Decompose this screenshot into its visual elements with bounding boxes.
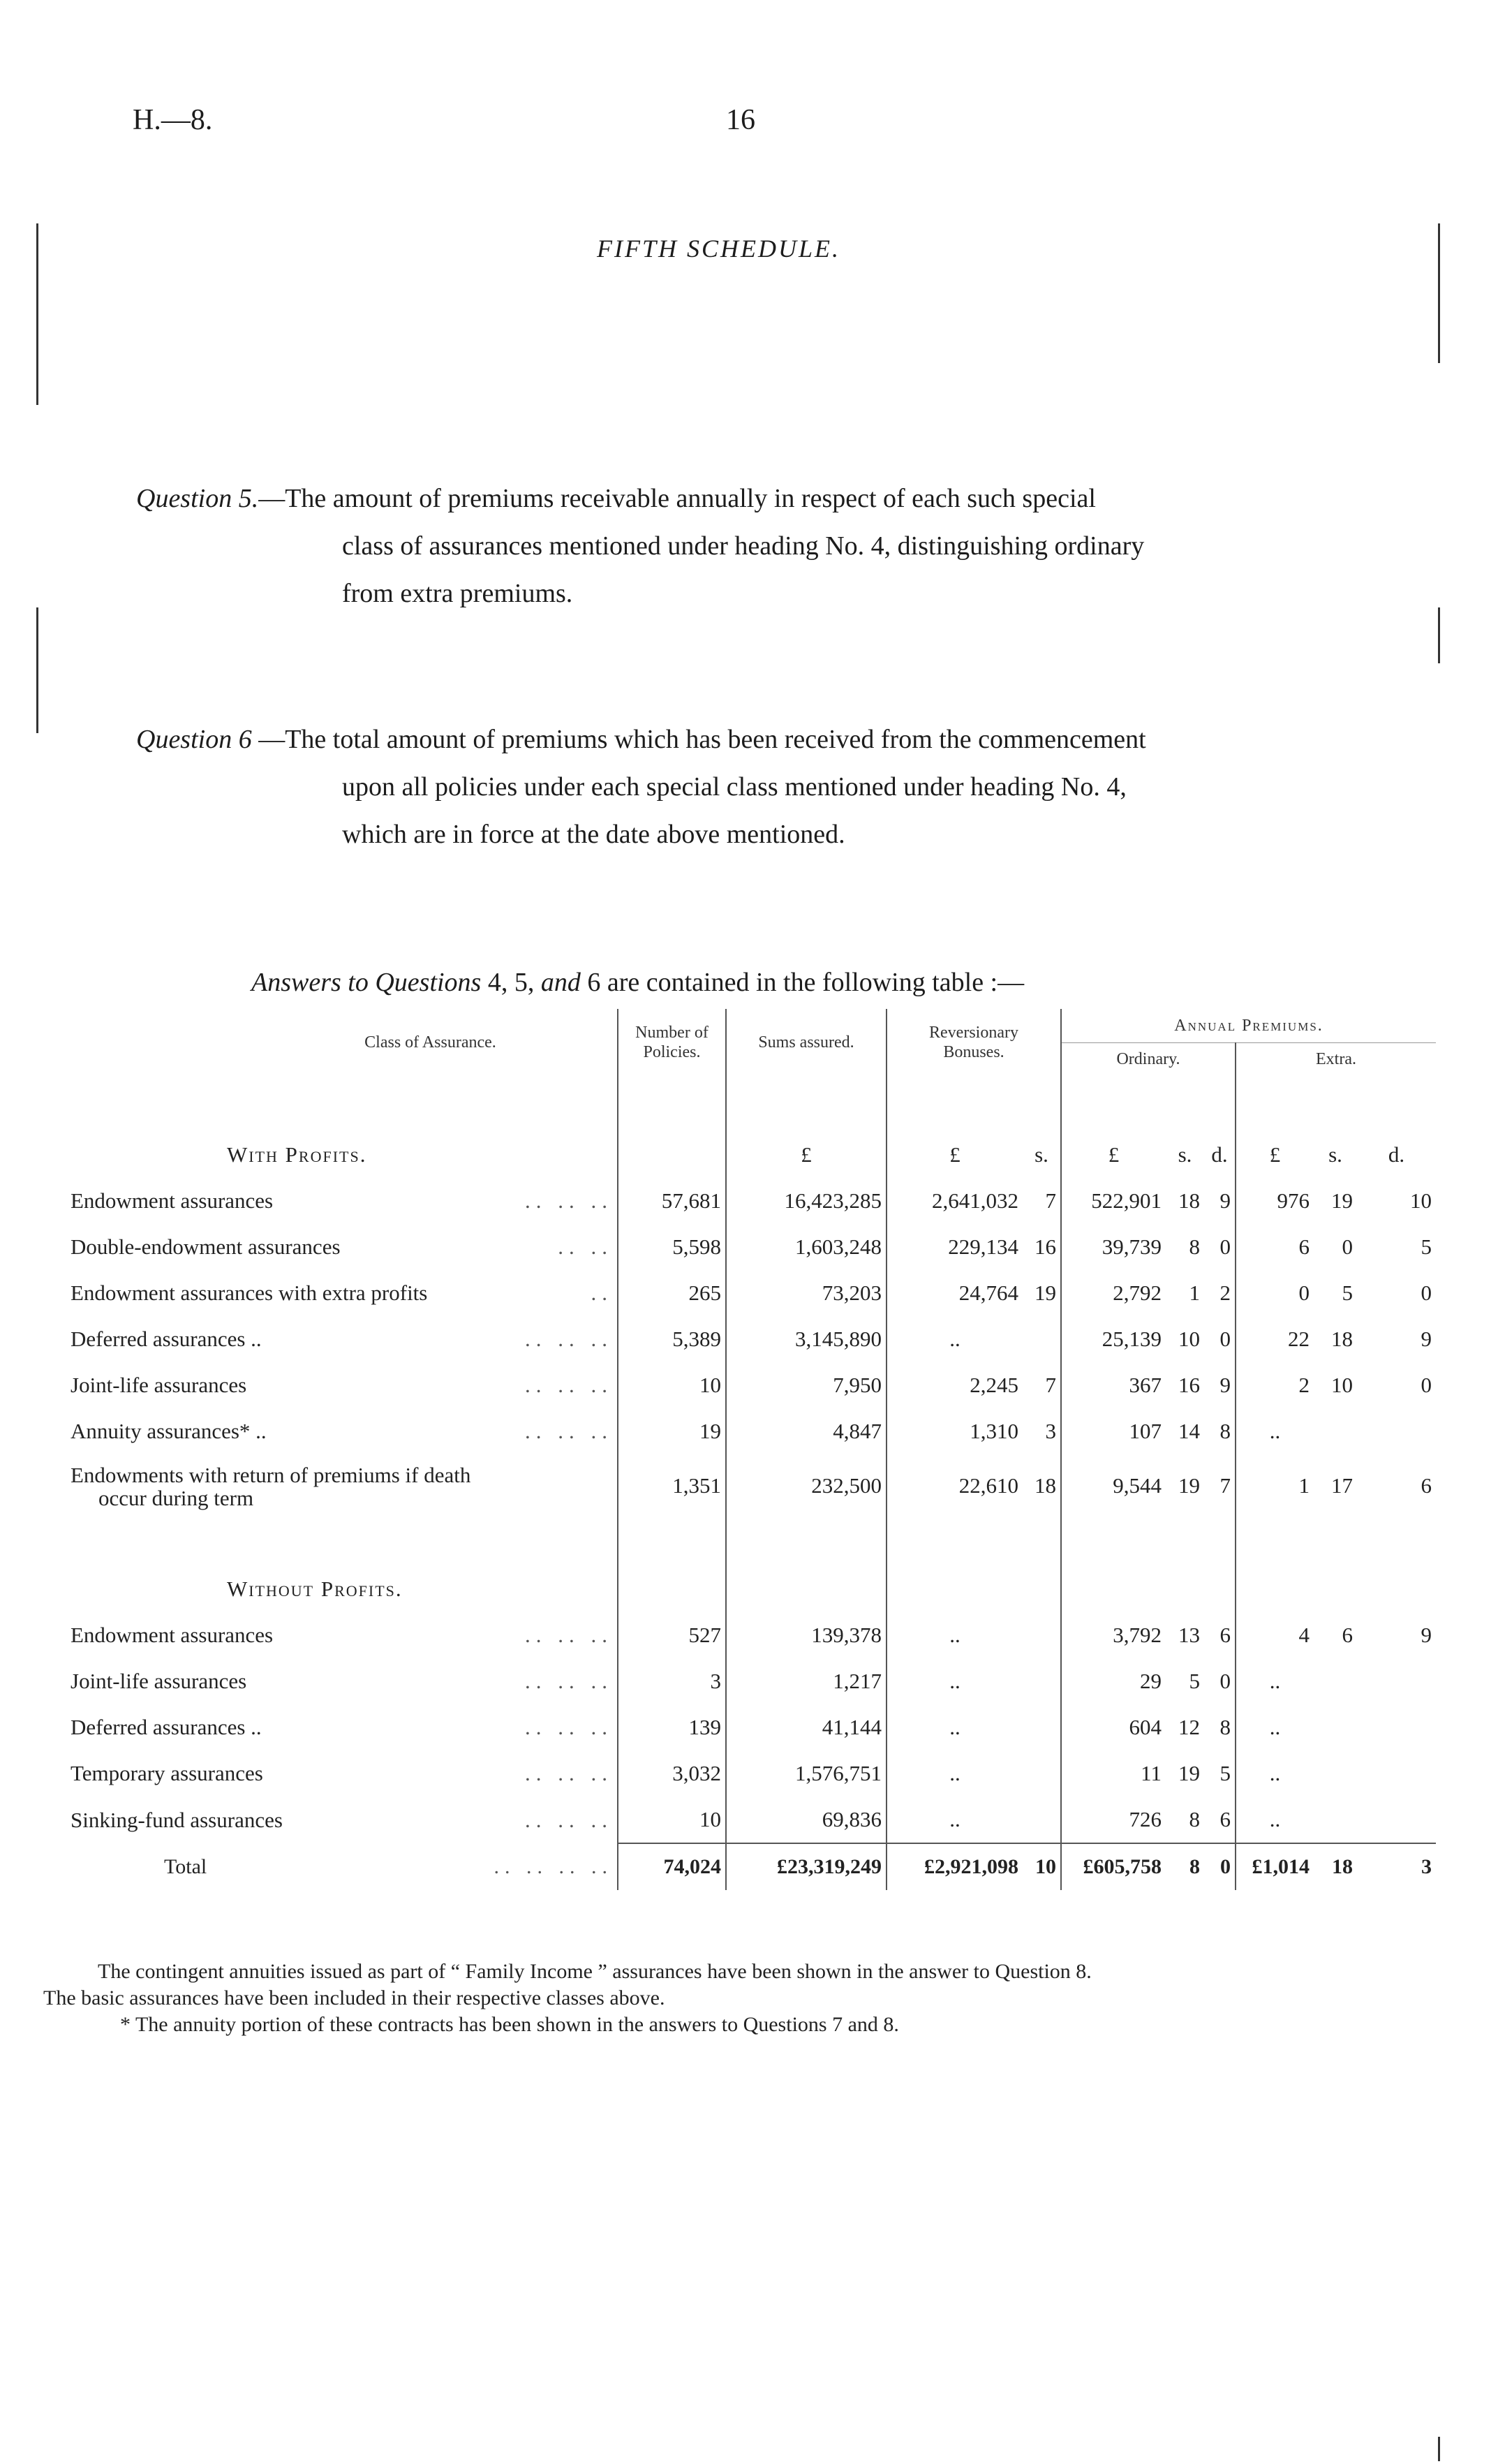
unit-pound: £	[887, 1132, 1023, 1178]
class-name: Endowment assurances	[71, 1623, 274, 1647]
table-row	[66, 1408, 1436, 1454]
right-margin-rule	[1438, 223, 1440, 363]
class-name-cell	[66, 1224, 618, 1270]
table-row	[66, 1612, 1436, 1658]
bonuses-shillings	[1023, 1797, 1061, 1843]
ordinary-pounds: 9,544	[1061, 1454, 1166, 1517]
class-name-cell	[66, 1750, 618, 1797]
extra-shillings: 17	[1331, 1473, 1353, 1498]
ordinary-shillings: 14	[1178, 1419, 1200, 1443]
column-header-sums: Sums assured.	[726, 1009, 887, 1076]
left-margin-rule	[36, 607, 38, 733]
class-name: Endowments with return of premiums if death	[71, 1463, 471, 1487]
extra-pence: 5	[1421, 1234, 1432, 1259]
unit-pound: £	[1061, 1132, 1166, 1178]
answers-intro-rest: are contained in the following table :—	[607, 968, 1025, 997]
extra-pence: 0	[1421, 1373, 1432, 1397]
bonuses-shillings	[1023, 1704, 1061, 1750]
column-header-extra: Extra.	[1236, 1042, 1436, 1076]
answers-intro-italic: Answers to Questions	[251, 968, 482, 997]
total-ordinary-d: 0	[1204, 1843, 1236, 1890]
extra-pounds: ..	[1236, 1408, 1314, 1454]
extra-pence	[1357, 1408, 1436, 1454]
sums-assured-value: 16,423,285	[726, 1178, 887, 1224]
header-line: Bonuses.	[943, 1043, 1004, 1061]
ordinary-pounds: 39,739	[1061, 1224, 1166, 1270]
table-row	[66, 1270, 1436, 1316]
total-bonuses: £2,921,098	[887, 1843, 1023, 1890]
policies-value: 3	[618, 1658, 726, 1704]
extra-pence	[1357, 1658, 1436, 1704]
policies-value: 1,351	[618, 1454, 726, 1517]
total-extra-s: 18	[1314, 1843, 1357, 1890]
ordinary-pence: 8	[1219, 1715, 1231, 1739]
unit-pence: d.	[1388, 1142, 1405, 1167]
column-header-class: Class of Assurance.	[364, 1033, 496, 1052]
leader-dots: .. .. ..	[525, 1761, 613, 1785]
extra-pence	[1357, 1797, 1436, 1843]
unit-shillings: s.	[1034, 1142, 1048, 1167]
ordinary-pence: 7	[1219, 1473, 1231, 1498]
ordinary-shillings: 8	[1189, 1807, 1200, 1831]
footnote-line: * The annuity portion of these contracts has been shown in the answers to Questions 7 and 8.	[120, 2013, 899, 2036]
question-text-line: class of assurances mentioned under heading No. 4, distinguishing ordinary	[342, 531, 1145, 561]
extra-pounds: ..	[1236, 1704, 1314, 1750]
extra-shillings: 5	[1342, 1281, 1353, 1305]
bonuses-value: 1,310	[887, 1408, 1023, 1454]
bonuses-value: 229,134	[887, 1224, 1023, 1270]
class-name-cell	[66, 1704, 618, 1750]
question-text-line: —The amount of premiums receivable annually in respect of each such special	[258, 484, 1096, 513]
ordinary-pounds: 604	[1061, 1704, 1166, 1750]
extra-pence: 9	[1421, 1623, 1432, 1647]
bonuses-value: 2,641,032	[887, 1178, 1023, 1224]
class-name-cell	[66, 1408, 618, 1454]
ordinary-shillings: 18	[1178, 1188, 1200, 1213]
bonuses-shillings	[1023, 1658, 1061, 1704]
section-label-without-profits: Without Profits.	[227, 1577, 403, 1601]
class-name: Endowment assurances	[71, 1188, 274, 1213]
policies-value: 5,598	[618, 1224, 726, 1270]
question-text-line: upon all policies under each special class mentioned under heading No. 4,	[342, 772, 1127, 802]
unit-pound: £	[726, 1132, 887, 1178]
table-row	[66, 1750, 1436, 1797]
footnote-line: The contingent annuities issued as part of “ Family Income ” assurances have been shown in the answer to Question 8.	[98, 1960, 1092, 1983]
ordinary-shillings: 16	[1178, 1373, 1200, 1397]
sums-assured-value: 73,203	[726, 1270, 887, 1316]
extra-pounds: 1	[1236, 1454, 1314, 1517]
ordinary-pence: 2	[1219, 1281, 1231, 1305]
bonuses-shillings: 18	[1034, 1473, 1056, 1498]
ordinary-shillings: 13	[1178, 1623, 1200, 1647]
policies-value: 10	[618, 1797, 726, 1843]
table-row	[66, 1316, 1436, 1362]
table-row	[66, 1704, 1436, 1750]
leader-dots: .. .. ..	[525, 1715, 613, 1739]
class-name: Joint-life assurances	[71, 1669, 247, 1693]
answers-intro	[251, 967, 1024, 998]
ordinary-pence: 0	[1219, 1327, 1231, 1351]
sums-assured-value: 1,576,751	[726, 1750, 887, 1797]
bonuses-value: ..	[887, 1750, 1023, 1797]
answers-intro-nums: 4, 5,	[487, 968, 535, 997]
ordinary-pounds: 3,792	[1061, 1612, 1166, 1658]
footnotes	[43, 1958, 1453, 2038]
total-ordinary: £605,758	[1061, 1843, 1166, 1890]
total-extra-d: 3	[1357, 1843, 1436, 1890]
class-name: Double-endowment assurances	[71, 1234, 341, 1259]
table-row	[66, 1224, 1436, 1270]
class-name: Sinking-fund assurances	[71, 1807, 283, 1832]
question-text-line: from extra premiums.	[342, 579, 573, 608]
extra-pounds: 6	[1236, 1224, 1314, 1270]
ordinary-pence: 0	[1219, 1234, 1231, 1259]
class-name-cell	[66, 1270, 618, 1316]
leader-dots: .. .. .. ..	[494, 1854, 613, 1878]
total-extra: £1,014	[1236, 1843, 1314, 1890]
policies-value: 265	[618, 1270, 726, 1316]
policies-value: 527	[618, 1612, 726, 1658]
bonuses-value: 24,764	[887, 1270, 1023, 1316]
unit-pence: d.	[1211, 1142, 1228, 1167]
policies-value: 57,681	[618, 1178, 726, 1224]
bonuses-value: ..	[887, 1797, 1023, 1843]
bonuses-shillings: 7	[1045, 1373, 1056, 1397]
extra-pounds: ..	[1236, 1658, 1314, 1704]
answers-intro-and: and	[540, 968, 581, 997]
ordinary-shillings: 19	[1178, 1473, 1200, 1498]
class-name-cell	[66, 1454, 618, 1517]
total-row	[66, 1843, 1436, 1890]
question-text-line: —The total amount of premiums which has been received from the commencement	[251, 725, 1146, 754]
total-bonuses-s: 10	[1023, 1843, 1061, 1890]
ordinary-pence: 6	[1219, 1807, 1231, 1831]
total-label-cell	[66, 1843, 618, 1890]
extra-pence: 6	[1421, 1473, 1432, 1498]
policies-value: 5,389	[618, 1316, 726, 1362]
ordinary-pence: 5	[1219, 1761, 1231, 1785]
ordinary-pence: 0	[1219, 1669, 1231, 1693]
left-margin-rule	[36, 223, 38, 405]
policies-value: 10	[618, 1362, 726, 1408]
ordinary-shillings: 12	[1178, 1715, 1200, 1739]
ordinary-pounds: 11	[1061, 1750, 1166, 1797]
premiums-table	[66, 1009, 1436, 1890]
class-name: Deferred assurances ..	[71, 1327, 262, 1351]
ordinary-shillings: 19	[1178, 1761, 1200, 1785]
class-name-cell	[66, 1658, 618, 1704]
right-margin-rule	[1438, 2437, 1440, 2461]
class-name: Deferred assurances ..	[71, 1715, 262, 1739]
policies-value: 139	[618, 1704, 726, 1750]
question-6	[136, 716, 1351, 858]
policies-value: 3,032	[618, 1750, 726, 1797]
class-name-cell	[66, 1316, 618, 1362]
class-name: Temporary assurances	[71, 1761, 263, 1785]
bonuses-value: ..	[887, 1612, 1023, 1658]
extra-shillings: 18	[1331, 1327, 1353, 1351]
total-ordinary-s: 8	[1166, 1843, 1204, 1890]
class-name-cell	[66, 1178, 618, 1224]
ordinary-pence: 9	[1219, 1373, 1231, 1397]
leader-dots: .. .. ..	[525, 1327, 613, 1351]
bonuses-shillings: 3	[1045, 1419, 1056, 1443]
sums-assured-value: 139,378	[726, 1612, 887, 1658]
ordinary-shillings: 5	[1189, 1669, 1200, 1693]
bonuses-shillings: 16	[1034, 1234, 1056, 1259]
extra-shillings: 19	[1331, 1188, 1353, 1213]
column-header-policies	[618, 1009, 726, 1076]
unit-shillings: s.	[1328, 1142, 1342, 1167]
table-row	[66, 1362, 1436, 1408]
without-profits-rows	[66, 1612, 1436, 1843]
extra-pounds: 2	[1236, 1362, 1314, 1408]
ordinary-shillings: 10	[1178, 1327, 1200, 1351]
extra-pence: 9	[1421, 1327, 1432, 1351]
bonuses-shillings	[1023, 1750, 1061, 1797]
ordinary-pounds: 522,901	[1061, 1178, 1166, 1224]
leader-dots: .. .. ..	[525, 1669, 613, 1693]
table-row	[66, 1797, 1436, 1843]
bonuses-value: ..	[887, 1316, 1023, 1362]
sums-assured-value: 4,847	[726, 1408, 887, 1454]
table-row	[66, 1178, 1436, 1224]
leader-dots: .. .. ..	[525, 1373, 613, 1397]
extra-pence	[1357, 1750, 1436, 1797]
extra-pence: 0	[1421, 1281, 1432, 1305]
right-margin-rule	[1438, 607, 1440, 663]
bonuses-value: 22,610	[887, 1454, 1023, 1517]
ordinary-pounds: 29	[1061, 1658, 1166, 1704]
extra-shillings	[1314, 1704, 1357, 1750]
leader-dots: .. .. ..	[525, 1807, 613, 1832]
footnote-line: The basic assurances have been included in their respective classes above.	[43, 1986, 665, 2009]
answers-intro-six: 6	[587, 968, 601, 997]
class-name: Annuity assurances* ..	[71, 1419, 267, 1443]
leader-dots: ..	[591, 1281, 613, 1305]
extra-shillings: 10	[1331, 1373, 1353, 1397]
column-header-annual-premiums: Annual Premiums.	[1061, 1009, 1436, 1042]
unit-pound: £	[1236, 1132, 1314, 1178]
ordinary-shillings: 8	[1189, 1234, 1200, 1259]
question-label: Question 5.	[136, 484, 259, 513]
ordinary-pence: 8	[1219, 1419, 1231, 1443]
class-name: Endowment assurances with extra profits	[71, 1281, 428, 1305]
class-name-cell	[66, 1797, 618, 1843]
extra-pounds: 22	[1236, 1316, 1314, 1362]
extra-shillings	[1314, 1797, 1357, 1843]
column-header-bonuses	[887, 1009, 1061, 1076]
bonuses-value: ..	[887, 1658, 1023, 1704]
bonuses-shillings: 19	[1034, 1281, 1056, 1305]
table-row	[66, 1454, 1436, 1517]
sums-assured-value: 7,950	[726, 1362, 887, 1408]
page-number: 16	[726, 104, 755, 136]
ordinary-pence: 9	[1219, 1188, 1231, 1213]
class-name-cell	[66, 1612, 618, 1658]
leader-dots: .. .. ..	[525, 1188, 613, 1213]
sums-assured-value: 1,603,248	[726, 1224, 887, 1270]
bonuses-shillings	[1023, 1316, 1061, 1362]
total-policies: 74,024	[618, 1843, 726, 1890]
unit-shillings: s.	[1178, 1142, 1192, 1167]
question-label: Question 6	[136, 725, 252, 754]
leader-dots: .. .. ..	[525, 1419, 613, 1443]
ordinary-pounds: 2,792	[1061, 1270, 1166, 1316]
leader-dots: .. ..	[558, 1234, 613, 1259]
ordinary-pounds: 367	[1061, 1362, 1166, 1408]
document-reference: H.—8.	[133, 104, 213, 136]
ordinary-pence: 6	[1219, 1623, 1231, 1647]
sums-assured-value: 1,217	[726, 1658, 887, 1704]
bonuses-shillings	[1023, 1612, 1061, 1658]
sums-assured-value: 3,145,890	[726, 1316, 887, 1362]
extra-pounds: 976	[1236, 1178, 1314, 1224]
class-name-cell	[66, 1362, 618, 1408]
header-line: Reversionary	[929, 1024, 1018, 1042]
question-5	[136, 475, 1351, 617]
total-label: Total	[164, 1854, 207, 1878]
bonuses-shillings: 7	[1045, 1188, 1056, 1213]
ordinary-pounds: 25,139	[1061, 1316, 1166, 1362]
table-row	[66, 1658, 1436, 1704]
extra-shillings	[1314, 1658, 1357, 1704]
extra-pounds: 4	[1236, 1612, 1314, 1658]
header-line: Number of	[635, 1024, 709, 1042]
column-header-ordinary: Ordinary.	[1061, 1042, 1236, 1076]
extra-shillings: 6	[1342, 1623, 1353, 1647]
header-line: Policies.	[643, 1043, 701, 1061]
sums-assured-value: 232,500	[726, 1454, 887, 1517]
schedule-title: FIFTH SCHEDULE.	[597, 235, 840, 263]
sums-assured-value: 41,144	[726, 1704, 887, 1750]
extra-pence: 10	[1410, 1188, 1432, 1213]
class-name-continuation: occur during term	[98, 1486, 254, 1510]
sums-assured-value: 69,836	[726, 1797, 887, 1843]
ordinary-pounds: 107	[1061, 1408, 1166, 1454]
question-text-line: which are in force at the date above mentioned.	[342, 820, 845, 849]
extra-pounds: 0	[1236, 1270, 1314, 1316]
ordinary-pounds: 726	[1061, 1797, 1166, 1843]
extra-pence	[1357, 1704, 1436, 1750]
ordinary-shillings: 1	[1189, 1281, 1200, 1305]
leader-dots: .. .. ..	[525, 1623, 613, 1647]
class-name: Joint-life assurances	[71, 1373, 247, 1397]
extra-pounds: ..	[1236, 1750, 1314, 1797]
policies-value: 19	[618, 1408, 726, 1454]
extra-shillings	[1314, 1408, 1357, 1454]
extra-shillings	[1314, 1750, 1357, 1797]
bonuses-value: ..	[887, 1704, 1023, 1750]
total-sums: £23,319,249	[726, 1843, 887, 1890]
bonuses-value: 2,245	[887, 1362, 1023, 1408]
with-profits-rows	[66, 1178, 1436, 1517]
extra-pounds: ..	[1236, 1797, 1314, 1843]
section-label-with-profits: With Profits.	[227, 1142, 367, 1167]
extra-shillings: 0	[1342, 1234, 1353, 1259]
